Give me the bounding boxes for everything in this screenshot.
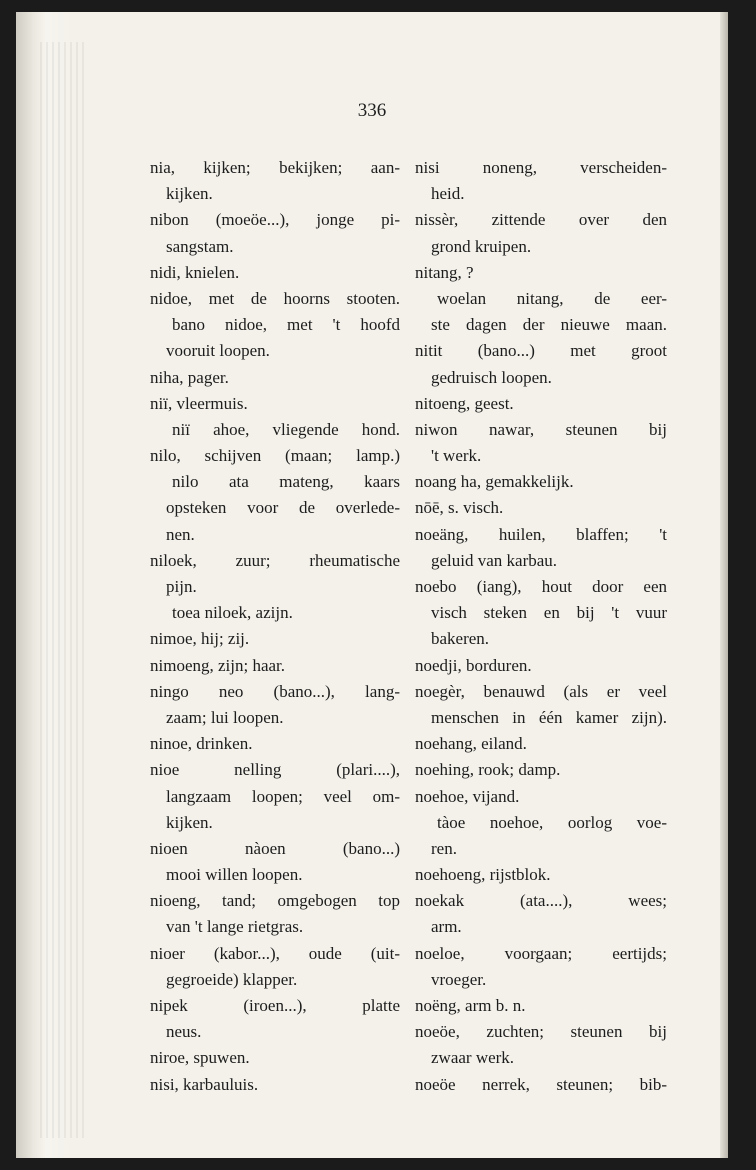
- entry-line: opsteken voor de overlede-: [166, 498, 400, 518]
- book-page: [16, 12, 728, 1158]
- binding-gutter: [36, 42, 88, 1138]
- left-column: [150, 155, 400, 1098]
- entry-line: nissèr, zittende over den: [415, 210, 667, 230]
- page-edge: [720, 12, 728, 1158]
- entry-line: ningo neo (bano...), lang-: [150, 681, 400, 701]
- entry-line: niha, pager.: [150, 367, 229, 387]
- entry-line: nōē, s. visch.: [415, 498, 504, 518]
- entry-line: nitang, ?: [415, 262, 474, 282]
- entry-line: noeöe nerrek, steunen; bib-: [415, 1074, 667, 1094]
- entry-line: tàoe noehoe, oorlog voe-: [437, 812, 667, 832]
- page-number: 336: [357, 100, 387, 121]
- entry-line: nilo, schijven (maan; lamp.): [150, 446, 400, 466]
- entry-line: nilo ata mateng, kaars: [172, 472, 400, 492]
- entry-line: nisi, karbauluis.: [150, 1074, 259, 1094]
- entry-line: noang ha, gemakkelijk.: [415, 472, 574, 492]
- entry-line: nioen nàoen (bano...): [150, 838, 400, 858]
- entry-line: zwaar werk.: [431, 1048, 515, 1068]
- entry-line: niï, vleermuis.: [150, 393, 248, 413]
- entry-line: noedji, borduren.: [415, 655, 532, 675]
- entry-line: ren.: [431, 838, 457, 858]
- entry-line: van 't lange rietgras.: [166, 917, 304, 937]
- entry-line: menschen in één kamer zijn).: [431, 707, 667, 727]
- entry-line: niroe, spuwen.: [150, 1048, 250, 1068]
- entry-line: noebo (iang), hout door een: [415, 577, 667, 596]
- entry-line: nia, kijken; bekijken; aan-: [150, 158, 400, 177]
- entry-line: sangstam.: [166, 236, 234, 256]
- entry-line: ste dagen der nieuwe maan.: [431, 315, 667, 335]
- entry-line: nioer (kabor...), oude (uit-: [150, 943, 400, 963]
- entry-line: grond kruipen.: [431, 236, 532, 256]
- entry-line: arm.: [431, 917, 462, 937]
- entry-line: kijken.: [166, 184, 213, 204]
- entry-line: nitit (bano...) met groot: [415, 341, 667, 361]
- entry-line: noehang, eiland.: [415, 734, 527, 754]
- entry-line: noekak (ata....), wees;: [415, 891, 667, 911]
- entry-line: ninoe, drinken.: [150, 734, 253, 754]
- entry-line: noëng, arm b. n.: [415, 996, 526, 1015]
- entry-line: niï ahoe, vliegende hond.: [172, 419, 400, 439]
- entry-line: nen.: [166, 524, 195, 544]
- entry-line: geluid van karbau.: [431, 550, 558, 570]
- entry-line: visch steken en bij 't vuur: [431, 603, 667, 623]
- entry-line: pijn.: [166, 577, 197, 596]
- entry-line: nidi, knielen.: [150, 262, 240, 282]
- right-column: [415, 155, 667, 1098]
- entry-line: langzaam loopen; veel om-: [166, 786, 400, 806]
- entry-line: toea niloek, azijn.: [172, 603, 293, 623]
- entry-line: nibon (moeöe...), jonge pi-: [150, 210, 400, 230]
- entry-line: nimoeng, zijn; haar.: [150, 655, 286, 675]
- entry-line: vroeger.: [431, 969, 487, 989]
- entry-line: noeloe, voorgaan; eertijds;: [415, 943, 667, 963]
- entry-line: noehoeng, rijstblok.: [415, 865, 551, 885]
- entry-line: heid.: [431, 184, 465, 204]
- entry-line: zaam; lui loopen.: [166, 707, 284, 727]
- entry-line: noeöe, zuchten; steunen bij: [415, 1022, 667, 1042]
- entry-line: 't werk.: [431, 446, 482, 466]
- entry-line: nidoe, met de hoorns stooten.: [150, 288, 400, 308]
- entry-line: woelan nitang, de eer-: [437, 288, 667, 308]
- entry-line: noegèr, benauwd (als er veel: [415, 681, 667, 701]
- entry-line: bakeren.: [431, 629, 490, 649]
- entry-line: nioeng, tand; omgebogen top: [150, 891, 400, 911]
- entry-line: noeäng, huilen, blaffen; 't: [415, 524, 667, 544]
- entry-line: gedruisch loopen.: [431, 367, 552, 387]
- entry-line: nitoeng, geest.: [415, 393, 514, 413]
- entry-line: mooi willen loopen.: [166, 865, 303, 885]
- entry-line: vooruit loopen.: [166, 341, 270, 361]
- entry-line: kijken.: [166, 812, 213, 832]
- entry-line: nipek (iroen...), platte: [150, 996, 400, 1015]
- entry-line: noehoe, vijand.: [415, 786, 520, 806]
- entry-line: nisi noneng, verscheiden-: [415, 158, 667, 177]
- entry-line: neus.: [166, 1022, 202, 1042]
- entry-line: gegroeide) klapper.: [166, 969, 298, 989]
- entry-line: noehing, rook; damp.: [415, 760, 561, 780]
- entry-line: nimoe, hij; zij.: [150, 629, 250, 649]
- entry-line: niloek, zuur; rheumatische: [150, 550, 400, 570]
- entry-line: bano nidoe, met 't hoofd: [172, 315, 400, 335]
- entry-line: nioe nelling (plari....),: [150, 760, 400, 780]
- entry-line: niwon nawar, steunen bij: [415, 419, 667, 439]
